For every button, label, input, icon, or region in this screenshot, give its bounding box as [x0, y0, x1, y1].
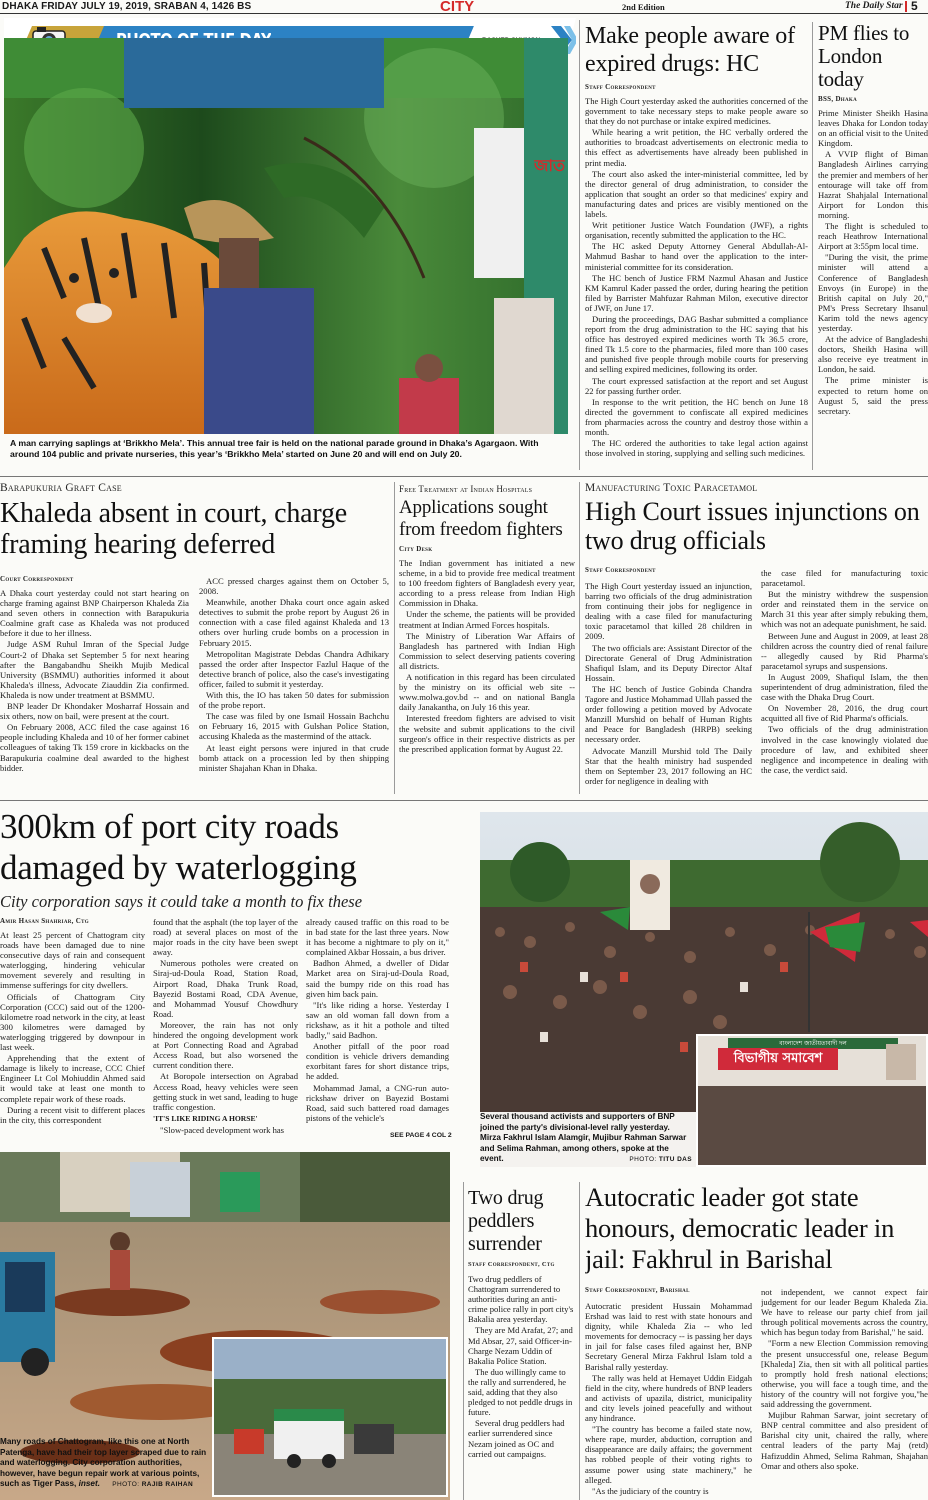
paragraph: found that the asphalt (the top layer of the road) at several places on most of the major roads in the city have been swept away. — [153, 917, 298, 958]
paragraph: Writ petitioner Justice Watch Foundation (JWF), a rights organisation, recently submitted the application to the HC. — [585, 220, 808, 241]
paragraph: the case filed for manufacturing toxic paracetamol. — [761, 568, 928, 589]
paragraph: A notification in this regard has been circulated by the ministry on its official web site -- www.molwa.gov.bd -- and on national Bangla daily Janakantha, on July 16 this year. — [399, 672, 575, 713]
column-rule — [812, 22, 813, 470]
paragraph: BNP leader Dr Khondaker Mosharraf Hossain and six others, now on bail, were present at the court. — [0, 701, 189, 722]
article-headline: PM flies to London today — [818, 22, 910, 91]
paragraph: The court expressed satisfaction at the report and set August 22 for passing further order. — [585, 375, 808, 396]
paragraph: The HC bench of Justice Gobinda Chandra Tagore and Justice Mohammad Ullah passed the order following a petition moved by Advocate Manzill Murshid on behalf of Human Rights and Peace for Bangladesh (HRPB) seeking necessary order. — [585, 683, 752, 745]
credit-name: RAJIB RAIHAN — [141, 1481, 194, 1489]
article-headline: Two drug peddlers surrender — [468, 1187, 544, 1255]
paragraph: At least eight persons were injured in that crude bomb attack on a procession led by then shipping minister Shajahan Khan in Dhaka. — [199, 742, 389, 773]
article-body — [399, 558, 575, 754]
photo-of-day-caption: A man carrying saplings at ‘Brikkho Mela’. This annual tree fair is held on the national parade ground in Dhaka’s Agargaon. With around 104 public and private nurseries, this year’s ‘Brikkho Mela’ started on June 20 and will end on July 20. — [10, 438, 539, 459]
roads-article — [0, 806, 470, 1148]
paragraph: At least 25 percent of Chattogram city roads have been damaged due to nine consecutive days of rain and consequent waterlogging, hindering vehicular movement severely and resulting in immense sufferings for city dwellers. — [0, 930, 145, 991]
paragraph: Autocratic president Hussain Mohammad Ershad was laid to rest with state honours and dignity, while Khaleda Zia -- who led movements for democracy -- is passing her days in jail for false cases filed against her, BNP Secretary General Mirza Fakhrul Islam told a Barishal rally yesterday. — [585, 1301, 752, 1372]
section-rule — [0, 476, 928, 477]
article-kicker: Free Treatment at Indian Hospitals — [399, 484, 533, 494]
article-byline: Staff Correspondent, Barishal — [585, 1286, 690, 1294]
paragraph: Two drug peddlers of Chattogram surrendered to authorities during an anti-crime police rally in port city's Bakalia area yesterday. — [468, 1274, 574, 1325]
article-column — [761, 568, 928, 776]
bnp-rally-photo — [480, 812, 928, 1167]
paragraph: During the proceedings, DAG Bashar submitted a compliance report from the drug administration to the HC saying that his office has destroyed expired medicines worth Tk 36.5 crore, fined Tk 1.5 core to the pharmacies, filed more than 100 cases and punished five people through mobile courts for preserving and selling expired medicines, following its order. — [585, 313, 808, 375]
paragraph: The two officials are: Assistant Director of the Directorate General of Drug Administration Shafiqul Islam, and its Deputy Director Altaf Hossain. — [585, 642, 752, 683]
column-rule — [579, 482, 580, 794]
paragraph: But the ministry withdrew the suspension order and reinstated them in the service on March 31 this year after simply rebuking them, which was not an adequate punishment, he said. — [761, 589, 928, 630]
bnp-photo-caption — [480, 1112, 692, 1166]
paragraph: The court also asked the inter-ministerial committee, led by the director general of drug administration, to consider the application that sought an order so that medicines' expiry and manufacturing dates and prices are visibly mentioned on the labels. — [585, 168, 808, 220]
article-subhead: City corporation says it could take a month to fix these — [0, 892, 363, 911]
article-column — [585, 581, 752, 787]
paper-logo: The Daily Star — [845, 1, 903, 11]
pm-london-article — [818, 22, 928, 470]
drug-peddlers-article — [468, 1187, 576, 1500]
article-byline: City Desk — [399, 545, 433, 553]
article-byline: Staff Correspondent — [585, 83, 656, 91]
article-column — [0, 588, 189, 774]
paragraph: Officials of Chattogram City Corporation (CCC) said out of the 1200-kilometre road network in the city, at least 300 kilometres were damaged by waterlogging triggered by downpour in last week. — [0, 991, 145, 1053]
article-byline: Amir Hasan Shahriar, Ctg — [0, 917, 89, 925]
paragraph: The rally was held at Hemayet Uddin Eidgah field in the city, where hundreds of BNP leaders and activists of upazila, district, municipality and city levels joined peacefully and without any hindrance. — [585, 1372, 752, 1424]
article-body — [585, 96, 808, 458]
column-subhead: 'IT'S LIKE RIDING A HORSE' — [153, 1113, 258, 1123]
paragraph: not independent, we cannot expect fair judgement for our leader Begum Khaleda Zia. We have to release our party chief from jail through political movements across the country, which has begun today from Barishal," he said. — [761, 1287, 928, 1338]
paragraph: The prime minister is expected to return home on August 5, said the press secretary. — [818, 375, 928, 416]
paragraph: Meanwhile, another Dhaka court once again asked detectives to submit the probe report by August 26 in connection with a case filed against Khaleda and 13 others over hurling crude bombs on a procession in February 2015. — [199, 597, 389, 648]
roads-photo-credit — [112, 1481, 193, 1488]
credit-label: PHOTO: — [112, 1481, 140, 1489]
article-column — [199, 576, 389, 774]
paragraph: The Indian government has initiated a new scheme, in a bid to provide free medical treatment to 100 freedom fighters of Bangladesh every year, according to a press release from Indian High Commission in Dhaka. — [399, 558, 575, 609]
paragraph: Numerous potholes were created on Siraj-ud-Doula Road, Station Road, Airport Road, Dhaka Trunk Road, Bayezid Bostami Road, CDA Avenue, and Mohammad Yousuf Chowdhury Road. — [153, 958, 298, 1019]
paragraph: They are Md Arafat, 27; and Md Absar, 27, said Officer-in-Charge Nezam Uddin of Bakalia Police Station. — [468, 1325, 573, 1366]
article-byline: BSS, Dhaka — [818, 95, 858, 103]
column-rule — [579, 20, 580, 470]
roads-caption-inset: inset. — [78, 1479, 100, 1489]
rally-portrait — [886, 1044, 916, 1080]
jump-line: SEE PAGE 4 COL 2 — [390, 1132, 452, 1139]
column-rule — [579, 1182, 580, 1500]
paragraph: Prime Minister Sheikh Hasina leaves Dhaka for London today on an official visit to the United Kingdom. — [818, 108, 928, 149]
paragraph: The Ministry of Liberation War Affairs of Bangladesh has partnered with Indian High Commission to select deserving patients covering all districts. — [399, 630, 575, 671]
paragraph: Mujibur Rahman Sarwar, joint secretary of BNP central committee and also president of Barishal city unit, chaired the rally, where central leaders of the party Maj (retd) Hafizuddin Ahmed, Selima Rahman, Shajahan Omar and others also spoke. — [761, 1410, 928, 1471]
column-rule — [394, 482, 395, 794]
roads-photo — [0, 1152, 450, 1500]
article-byline: Court Correspondent — [0, 575, 74, 583]
paragraph: On November 28, 2016, the drug court acquitted all five of Rid Pharma's officials. — [761, 703, 928, 724]
paragraph: Under the scheme, the patients will be provided treatment at Indian Armed Forces hospitals. — [399, 609, 575, 630]
paragraph: already caused traffic on this road to be in bad state for the last three years. Now it has become a nightmare to ply on it," complained Akbar Hossain, a bus driver. — [306, 917, 449, 958]
article-body — [818, 108, 928, 416]
article-headline: Autocratic leader got state honours, democratic leader in jail: Fakhrul in Barishal — [585, 1182, 895, 1274]
paragraph: Advocate Manzill Murshid told The Daily Star that the health ministry had suspended them on September 23, 2017 following an HC order for negligence in dealing with — [585, 745, 752, 786]
photo-sign-text: জাত — [534, 156, 565, 175]
paragraph: During a recent visit to different places in the city, this correspondent — [0, 1104, 145, 1125]
paragraph: At the advice of Bangladeshi doctors, Sheikh Hasina will also receive eye treatment in London, he said. — [818, 334, 928, 375]
paragraph: "It's like riding a horse. Yesterday I saw an old woman fall down from a rickshaw, as it hit a pothole and tilted badly," said Badhon. — [306, 999, 449, 1041]
rally-inset — [696, 1034, 928, 1167]
paragraph: ACC pressed charges against them on October 5, 2008. — [199, 576, 389, 597]
article-headline: 300km of port city roads damaged by waterlogging — [0, 807, 357, 887]
paragraph: While hearing a writ petition, the HC verbally ordered the authorities to broadcast advertisements on electronic media to this effect as advertisements have already been published in print media. — [585, 127, 808, 168]
bnp-photo-credit — [480, 1155, 692, 1166]
article-kicker: Barapukuria Graft Case — [0, 482, 122, 494]
article-column — [306, 917, 449, 1124]
bnp-caption-text: Several thousand activists and supporters of BNP joined the party's divisional-level rally yesterday. Mirza Fakhrul Islam Alamgir, Mujibur Rahman Sarwar and Selima Rahman, among others, spoke at the event. — [480, 1112, 687, 1164]
edition-label: 2nd Edition — [622, 2, 665, 12]
article-column — [585, 1301, 752, 1497]
paragraph: "Form a new Election Commission removing the present unsuccessful one, release Begum [Khaleda] Zia, then sit with all political parties to promptly hold fresh national elections; otherwise, you will face a tough time, and the history of the country will not forgive you,"he said addressing the government. — [761, 1338, 928, 1410]
roads-photo-caption — [0, 1437, 210, 1491]
photo-of-day-image — [4, 38, 568, 434]
paracetamol-article — [585, 482, 928, 794]
paragraph: Mohammad Jamal, a CNG-run auto-rickshaw driver on Bayezid Bostami Road, said such battered road damages pistons of the vehicle's — [306, 1082, 449, 1123]
dateline: DHAKA FRIDAY JULY 19, 2019, SRABAN 4, 1426 BS — [2, 1, 252, 12]
paragraph: The case was filed by one Ismail Hossain Bachchu on February 16, 2015 with Gulshan Police Station, accusing Khaleda as the mastermind of the attack. — [199, 711, 389, 742]
article-headline: High Court issues injunctions on two drug officials — [585, 497, 920, 555]
credit-name: TITU DAS — [658, 1155, 692, 1163]
paragraph: A VVIP flight of Biman Bangladesh Airlines carrying the premier and members of her entourage will take off from Hazrat Shahjalal International Airport for London this morning. — [818, 149, 928, 220]
paragraph: Apprehending that the extent of damage is likely to increase, CCC Chief Engineer Lt Col Mohiuddin Ahmed said it would take at least one month to complete repair work of these roads. — [0, 1053, 145, 1104]
article-column — [761, 1287, 928, 1472]
paragraph: "As the judiciary of the country is — [592, 1485, 709, 1496]
rally-banner: বিভাগীয় সমাবেশ — [718, 1048, 838, 1070]
page-number: 5 — [911, 0, 918, 13]
paragraph: Two officials of the drug administration involved in the case knowingly violated due procedure of law, and exhibited sheer negligence and incompetence in dealing with the case, the verdict said. — [761, 724, 928, 775]
paragraph: Badhon Ahmed, a dweller of Didar Market area on Siraj-ud-Doula Road, said the bumpy ride on this road has given him back pain. — [306, 958, 449, 999]
paragraph: "The country has become a failed state now, where rape, murder, abduction, corruption and disappearance are daily affairs; the government has robbed people of their voting rights to assume power using state machinery," he alleged. — [585, 1424, 752, 1485]
paragraph: "During the visit, the prime minister will attend a Conference of Bangladesh Envoys (in Europe) in the British capital on July 20," PM's Press Secretary Ihsanul Karim told the news agency yesterday. — [818, 252, 928, 333]
article-column — [0, 930, 145, 1126]
article-kicker: Manufacturing Toxic Paracetamol — [585, 482, 758, 494]
paragraph: Judge ASM Ruhul Imran of the Special Judge Court-2 of Dhaka set September 5 for next hearing after the Bangabandhu Sheikh Mujib Medical University (BSMMU) authorities informed it about Khaleda's illness, Advocate Ziauddin Zia confirmed. Khaleda is now under treatment at BSMMU. — [0, 639, 189, 700]
roads-photo-inset — [212, 1337, 448, 1497]
paragraph: A Dhaka court yesterday could not start hearing on charge framing against BNP Chairperson Khaleda Zia and seven others in connection with Barapukuria Coalmine graft case as Khaleda was not produced before it due to her illness. — [0, 588, 189, 639]
paragraph: Between June and August in 2009, at least 28 children across the country died of renal failure -- allegedly caused by Rid Pharma's paracetamol syrups and suspensions. — [761, 630, 928, 671]
freedom-fighters-article — [399, 484, 575, 794]
page-number-divider — [905, 1, 907, 12]
article-headline: Make people aware of expired drugs: HC — [585, 23, 795, 77]
rally-stage — [698, 1086, 926, 1166]
article-byline: Staff Correspondent, Ctg — [468, 1261, 555, 1268]
paragraph: At Boropole intersection on Agrabad Access Road, heavy vehicles were seen getting stuck in wet sand, leading to huge traffic congestion. — [153, 1071, 298, 1112]
paragraph: The HC ordered the authorities to take legal action against those involved in storing, supplying and selling such medicines. — [585, 438, 808, 459]
paragraph: Moreover, the rain has not only hindered the ongoing development work at Port Connecting Road and Agrabad Access Road, but also worsened the current condition there. — [153, 1019, 298, 1071]
section-name: CITY — [440, 0, 475, 14]
article-headline: Khaleda absent in court, charge framing hearing deferred — [0, 498, 348, 560]
paragraph: The flight is scheduled to reach Heathrow International Airport at 3:55pm local time. — [818, 221, 928, 252]
paragraph: "Slow-paced development work has — [160, 1124, 285, 1135]
expired-drugs-article — [585, 22, 808, 470]
article-column — [153, 917, 298, 1136]
paragraph: Metropolitan Magistrate Debdas Chandra Adhikary passed the order after Inspector Fazlul Haque of the detective branch of police, also the case's investigating officer, failed to submit it yesterday. — [199, 648, 389, 689]
rally-banner-top: বাংলাদেশ জাতীয়তাবাদী দল — [728, 1038, 898, 1049]
paragraph: The High Court yesterday issued an injunction, barring two officials of the drug administration from continuing their jobs for negligence in dealing with a case filed for manufacturing toxic paracetamol that killed 28 children in 2009. — [585, 581, 752, 642]
masthead — [0, 0, 928, 14]
paragraph: On February 2008, ACC filed the case against 16 people including Khaleda and 10 of her former cabinet colleagues of taking Tk 159 crore in kickbacks on the Barapukuria coalmine deal awarded to the highest bidder. — [0, 722, 189, 773]
khaleda-article — [0, 482, 392, 794]
paragraph: Several drug peddlers had earlier surrendered since Nezam joined as OC and carried out campaigns. — [468, 1418, 565, 1459]
paragraph: In response to the writ petition, the HC bench on June 18 directed the government to confiscate all expired medicines from pharmacies across the country and destroy those within a month. — [585, 396, 808, 437]
roads-caption-text: Many roads of Chattogram, like this one at North Patenga, have had their top layer scraped due to rain and waterlogging. City corporation authorities, however, have begun repair work at various points, such as Tiger Pass, — [0, 1437, 207, 1489]
section-rule — [0, 800, 928, 801]
article-body — [468, 1274, 576, 1459]
paragraph: Interested freedom fighters are advised to visit the website and submit applications to the civil surgeon's office in their respective districts as per the prescribed application format by August 22. — [399, 713, 575, 754]
credit-label: PHOTO: — [629, 1155, 657, 1163]
paragraph: The duo willingly came to the rally and surrendered, he said, adding that they also pledged to not peddle drugs in future. — [468, 1366, 573, 1418]
paragraph: Another pitfall of the poor road condition is vehicle drivers demanding exorbitant fares for short distance trips, he added. — [306, 1041, 449, 1082]
paragraph: In August 2009, Shafiqul Islam, the then superintendent of drug administration, filed the case with the Dhaka Drug Court. — [761, 671, 928, 703]
fakhrul-article — [585, 1182, 928, 1500]
paragraph: The HC bench of Justice FRM Nazmul Ahasan and Justice KM Kamrul Kader passed the order, during hearing the petition filed by Barrister Mahfuzar Rahman Milon, executive director of JWF, on June 17. — [585, 272, 808, 313]
article-headline: Applications sought from freedom fighters — [399, 497, 563, 540]
paragraph: With this, the IO has taken 50 dates for submission of the probe report. — [199, 690, 389, 711]
paragraph: The HC asked Deputy Attorney General Abdullah-Al-Mahmud Bashar to hand over the application to the inter-ministerial committee for its consideration. — [585, 241, 808, 272]
column-rule — [463, 1182, 464, 1500]
paragraph: The High Court yesterday asked the authorities concerned of the government to take necessary steps to make people aware so that they do not purchase or intake expired medicines. — [585, 96, 808, 127]
article-byline: Staff Correspondent — [585, 566, 656, 574]
